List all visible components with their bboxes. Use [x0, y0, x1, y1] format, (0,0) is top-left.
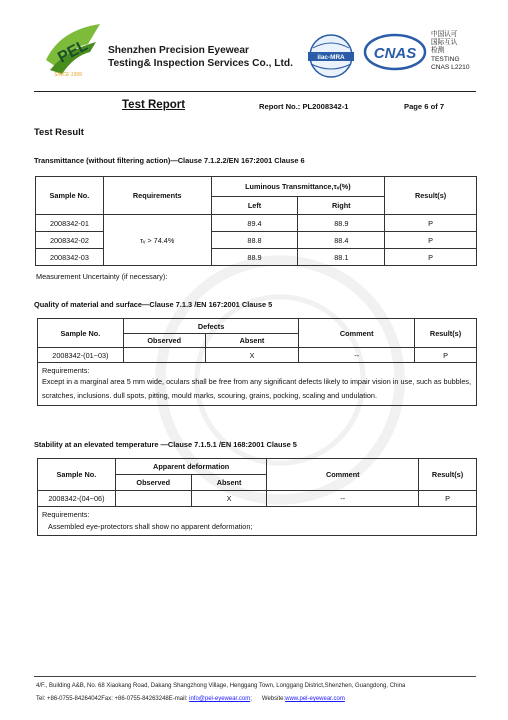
page-number: Page 6 of 7 — [404, 102, 445, 111]
req-label: Requirements: — [42, 366, 90, 375]
footer-divider — [34, 676, 476, 677]
col-result: Result(s) — [385, 177, 477, 215]
footer-phone-fax: Tel: +86-0755-84264042Fax: +86-0755-84263248E-mail: — [36, 696, 190, 702]
cell-absent: X — [191, 491, 267, 507]
col-observed: Observed — [123, 334, 205, 348]
cell-right: 88.1 — [298, 249, 385, 266]
table-row — [36, 232, 477, 249]
report-number: Report No.: PL2008342-1 — [259, 102, 349, 111]
quality-heading: Quality of material and surface—Clause 7.1.3 /EN 167:2001 Clause 5 — [34, 300, 273, 309]
col-sample: Sample No. — [38, 459, 116, 491]
ilac-mra-mark — [305, 32, 357, 80]
col-result: Result(s) — [415, 319, 477, 348]
company-name — [108, 44, 293, 70]
ilac-text: ilac-MRA — [317, 54, 345, 61]
cell-result: P — [415, 348, 477, 363]
col-sample: Sample No. — [36, 177, 104, 215]
cell-requirement: τᵥ > 74.4% — [103, 215, 211, 266]
company-line2: Testing& Inspection Services Co., Ltd. — [108, 58, 293, 69]
cell-observed — [115, 491, 191, 507]
footer-website-label: ; Website: — [250, 696, 286, 702]
cn-line2: 国际互认 — [431, 39, 458, 47]
col-left: Left — [211, 197, 298, 215]
cell-left: 89.4 — [211, 215, 298, 232]
cn-line3: 检测 — [431, 47, 445, 55]
logo-sub: SINCE 1999 — [54, 72, 82, 78]
col-absent: Absent — [205, 334, 299, 348]
cn-line5: CNAS L2210 — [431, 63, 470, 71]
cell-result: P — [385, 232, 477, 249]
cnas-text: CNAS — [373, 45, 417, 62]
req-text: Except in a marginal area 5 mm wide, oculars shall be free from any significant defects likely to impair vision in use, such as bubbles, scratches, inclusions. dull spots, pitting, mould marks, scouring, grains, pocking, scaling and undulation. — [42, 377, 472, 400]
table-row — [36, 215, 477, 232]
col-luminous: Luminous Transmittance,τᵥ(%) — [211, 177, 385, 197]
col-comment: Comment — [299, 319, 415, 348]
cn-line1: 中国认可 — [431, 31, 458, 38]
col-absent: Absent — [191, 475, 267, 491]
quality-table — [37, 318, 477, 406]
cell-result: P — [385, 249, 477, 266]
section-title: Test Result — [34, 126, 84, 137]
cell-sample: 2008342-01 — [36, 215, 104, 232]
transmittance-table — [35, 176, 477, 266]
cell-sample: 2008342-02 — [36, 232, 104, 249]
cnas-mark — [363, 32, 427, 72]
req-text: Assembled eye-protectors shall show no apparent deformation; — [48, 522, 253, 531]
col-sample: Sample No. — [38, 319, 124, 348]
col-right: Right — [298, 197, 385, 215]
col-defects: Defects — [123, 319, 299, 334]
stability-table — [37, 458, 477, 536]
cnas-accreditation-text — [431, 31, 470, 72]
col-deformation: Apparent deformation — [115, 459, 267, 475]
cell-comment: -- — [267, 491, 419, 507]
cell-right: 88.9 — [298, 215, 385, 232]
footer-address: 4/F., Building A&B, No. 68 Xiaokang Road, Dakang Shangzhong Village, Henggang Town, Longgang District,Shenzhen, Guangdong, China — [36, 683, 406, 689]
cn-line4: TESTING — [431, 55, 460, 63]
pel-logo — [40, 20, 106, 78]
stability-requirements — [38, 507, 477, 536]
cell-sample: 2008342-(01~03) — [38, 348, 124, 363]
table-row — [38, 491, 477, 507]
header-divider — [34, 91, 476, 92]
cell-left: 88.8 — [211, 232, 298, 249]
footer-contact — [36, 696, 345, 702]
report-title: Test Report — [122, 99, 186, 111]
table-row — [38, 348, 477, 363]
col-result: Result(s) — [419, 459, 477, 491]
cell-right: 88.4 — [298, 232, 385, 249]
cell-result: P — [419, 491, 477, 507]
cell-sample: 2008342-03 — [36, 249, 104, 266]
col-observed: Observed — [115, 475, 191, 491]
quality-requirements — [38, 363, 477, 406]
company-line1: Shenzhen Precision Eyewear — [108, 45, 249, 56]
table-row — [36, 249, 477, 266]
footer-email-link[interactable]: info@pel-eyewear.com — [189, 696, 251, 702]
col-requirements: Requirements — [103, 177, 211, 215]
transmittance-heading: Transmittance (without filtering action)—Clause 7.1.2.2/EN 167:2001 Clause 6 — [34, 156, 305, 165]
cell-observed — [123, 348, 205, 363]
footer-website-link[interactable]: www.pel-eyewear.com — [285, 696, 345, 702]
req-label: Requirements: — [42, 510, 90, 519]
cell-result: P — [385, 215, 477, 232]
cell-sample: 2008342-(04~06) — [38, 491, 116, 507]
logo-text: PEL — [55, 37, 91, 67]
cell-comment: -- — [299, 348, 415, 363]
uncertainty-note: Measurement Uncertainty (if necessary): — [36, 272, 168, 281]
cell-left: 88.9 — [211, 249, 298, 266]
stability-heading: Stability at an elevated temperature —Clause 7.1.5.1 /EN 168:2001 Clause 5 — [34, 440, 297, 449]
cell-absent: X — [205, 348, 299, 363]
col-comment: Comment — [267, 459, 419, 491]
